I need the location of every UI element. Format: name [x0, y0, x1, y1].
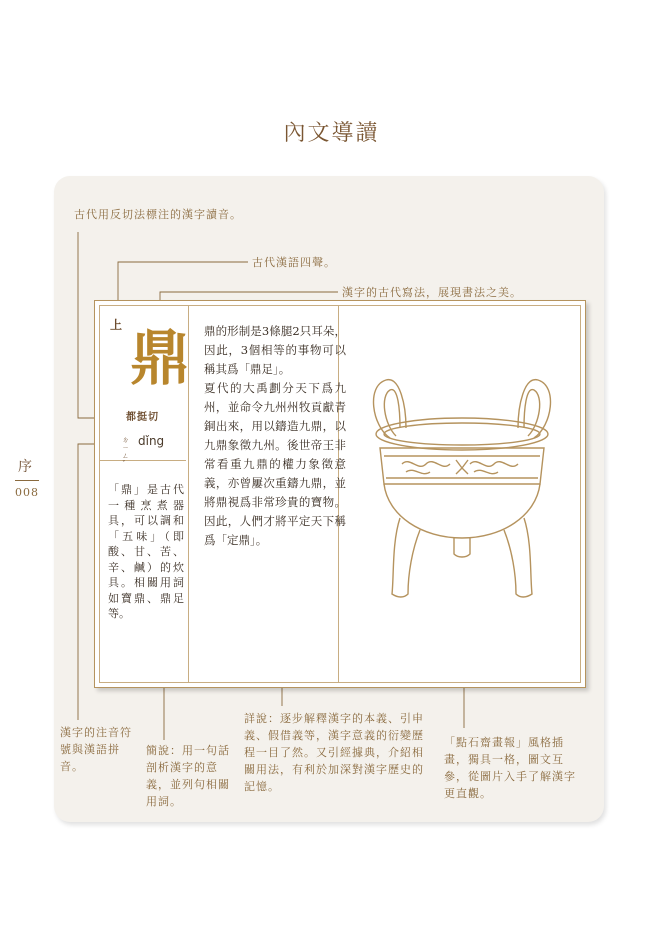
dictionary-entry-sample — [94, 300, 586, 688]
detailed-explanation — [204, 322, 346, 550]
pinyin-annotation: 漢字的注音符號與漢語拼音。 — [60, 726, 132, 773]
tone-mark: 上 — [110, 318, 123, 332]
side-divider — [15, 480, 39, 481]
calligraphy-annotation: 漢字的古代寫法，展現書法之美。 — [342, 286, 522, 299]
entry-frame — [99, 305, 581, 683]
page-number: 008 — [15, 486, 39, 499]
detail-paragraph-1: 鼎的形制是3條腿2只耳朵，因此，3個相等的事物可以稱其爲「鼎足」。 — [204, 324, 346, 376]
ding-vessel-illustration — [362, 366, 562, 606]
brief-definition: 「鼎」是古代一種烹煮器具，可以調和「五味」（即酸、甘、苦、辛、鹹）的炊具。相關用詞如寶鼎、鼎足等。 — [108, 483, 184, 620]
fanqie-annotation: 古代用反切法標注的漢字讀音。 — [74, 208, 242, 221]
zhuyin: ㄉㄧㄥˇ — [122, 436, 129, 468]
tone-annotation: 古代漢語四聲。 — [252, 256, 336, 269]
detail-paragraph-2: 夏代的大禹劃分天下爲九州，並命令九州州牧貢獻青銅出來，用以鑄造九鼎，以九鼎象徵九州。後世帝王非常看重九鼎的權力象徵意義，亦曾屢次重鑄九鼎，並將鼎視爲非常珍貴的寶物。因此，人們才將平定天下稱爲「定鼎」。 — [204, 381, 346, 547]
page-title: 內文導讀 — [283, 121, 380, 146]
fanqie-reading: 都挺切 — [126, 412, 159, 423]
image-annotation: 「點石齋畫報」風格插畫，獨具一格，圖文互參，從圖片入手了解漢字更直觀。 — [444, 736, 576, 800]
brief-annotation: 簡說：用一句話剖析漢字的意義，並列句相關用詞。 — [146, 744, 230, 808]
head-divider — [100, 460, 186, 461]
chapter-label: 序 — [18, 459, 32, 475]
detail-annotation: 詳說：逐步解釋漢字的本義、引申義、假借義等，漢字意義的衍變歷程一目了然。又引經據典，介紹相關用法，有利於加深對漢字歷史的記憶。 — [244, 712, 424, 793]
headword-calligraphy: 鼎 — [130, 324, 190, 394]
pinyin: dǐng — [138, 434, 165, 448]
